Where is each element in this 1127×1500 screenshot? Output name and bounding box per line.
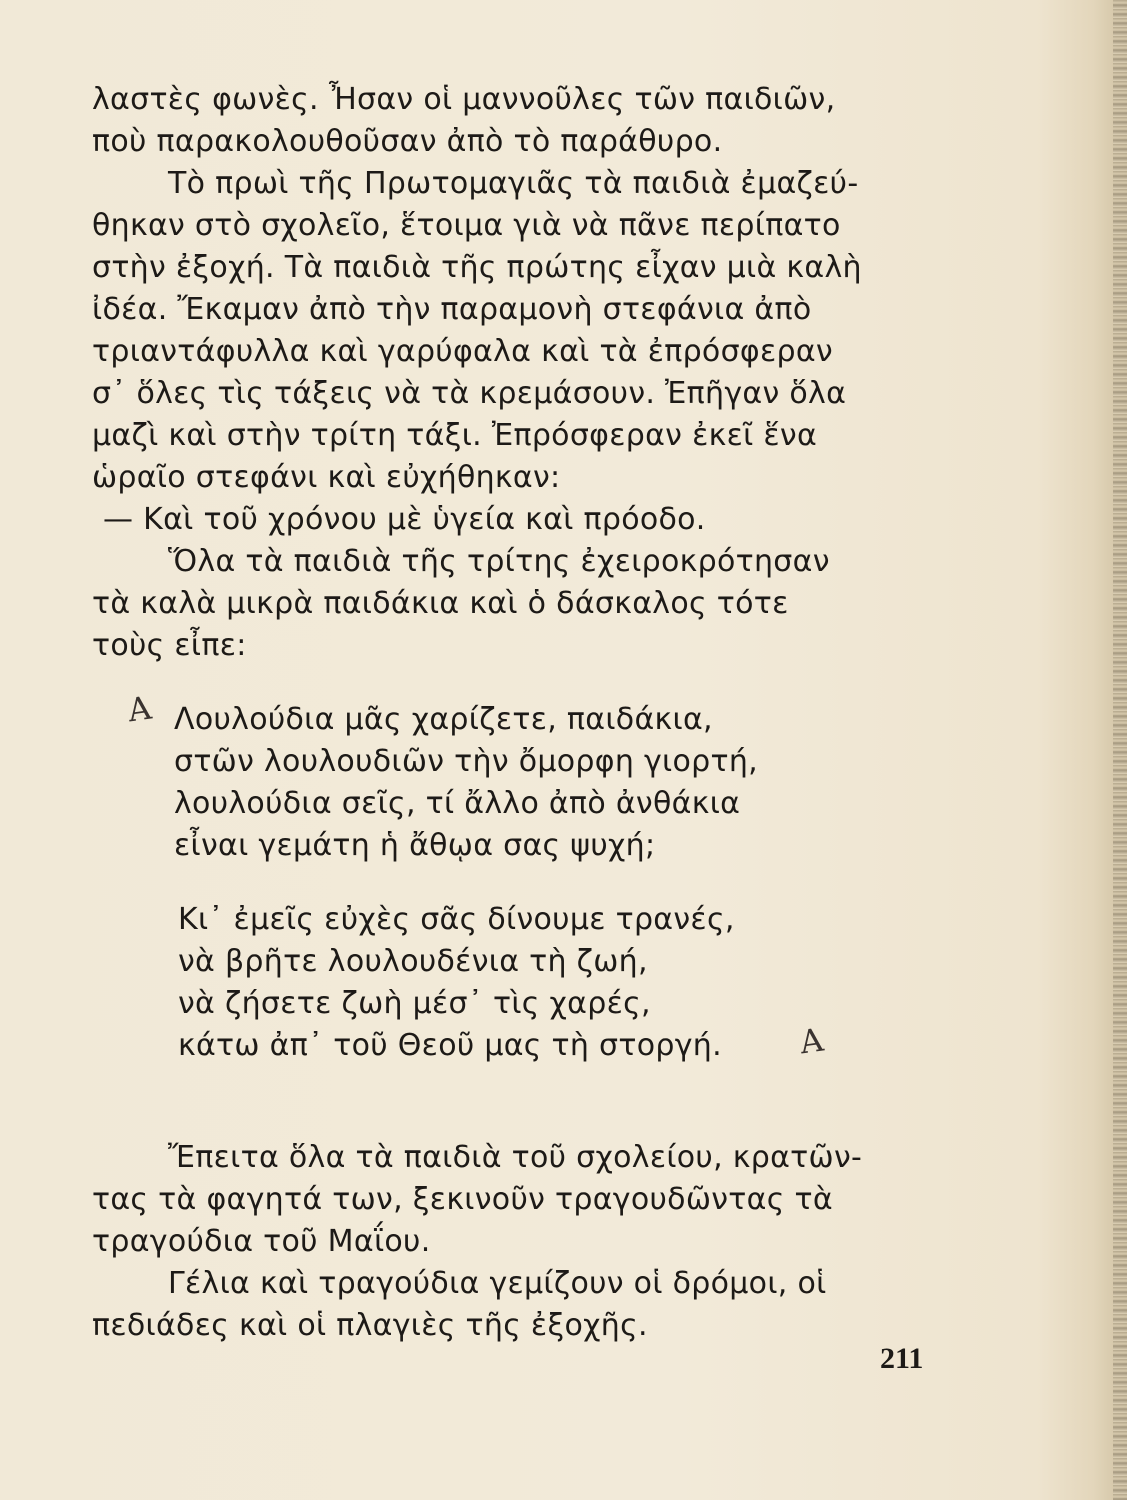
text-line: θηκαν στὸ σχολεῖο, ἕτοιμα γιὰ νὰ πᾶνε περίπατο [92, 208, 841, 243]
text-line: ὡραῖο στεφάνι καὶ εὐχήθηκαν: [92, 460, 561, 495]
poem-line: Λουλούδια μᾶς χαρίζετε, παιδάκια, [174, 702, 713, 737]
text-line: Ὅλα τὰ παιδιὰ τῆς τρίτης ἐχειροκρότησαν [168, 544, 830, 579]
page-number: 211 [880, 1342, 924, 1375]
text-line: πεδιάδες καὶ οἱ πλαγιὲς τῆς ἐξοχῆς. [92, 1308, 648, 1343]
dialogue-line: — Καὶ τοῦ χρόνου μὲ ὑγεία καὶ πρόοδο. [103, 502, 706, 537]
text-line: σ᾽ ὅλες τὶς τάξεις νὰ τὰ κρεμάσουν. Ἐπῆγαν ὅλα [92, 376, 847, 411]
margin-mark: A [797, 1020, 826, 1062]
text-line: Ἔπειτα ὅλα τὰ παιδιὰ τοῦ σχολείου, κρατῶν- [168, 1140, 863, 1175]
text-line: ποὺ παρακολουθοῦσαν ἀπὸ τὸ παράθυρο. [92, 124, 723, 159]
margin-mark: A [125, 688, 154, 730]
text-line: λαστὲς φωνὲς. Ἦσαν οἱ μαννοῦλες τῶν παιδιῶν, [92, 82, 836, 117]
text-line: τραγούδια τοῦ Μαΐου. [92, 1224, 431, 1259]
text-line: στὴν ἐξοχή. Τὰ παιδιὰ τῆς πρώτης εἶχαν μιὰ καλὴ [92, 250, 862, 285]
poem-line: στῶν λουλουδιῶν τὴν ὄμορφη γιορτή, [174, 744, 759, 779]
poem-line: νὰ βρῆτε λουλουδένια τὴ ζωή, [178, 944, 648, 979]
text-line: τριαντάφυλλα καὶ γαρύφαλα καὶ τὰ ἐπρόσφεραν [92, 334, 833, 369]
text-line: Γέλια καὶ τραγούδια γεμίζουν οἱ δρόμοι, οἱ [168, 1266, 827, 1301]
page-edge [1113, 0, 1127, 1500]
poem-line: Κι᾽ ἐμεῖς εὐχὲς σᾶς δίνουμε τρανές, [178, 902, 735, 937]
text-line: μαζὶ καὶ στὴν τρίτη τάξι. Ἐπρόσφεραν ἐκεῖ ἕνα [92, 418, 818, 453]
poem-line: εἶναι γεμάτη ἡ ἄθῳα σας ψυχή; [174, 828, 656, 863]
text-line: Τὸ πρωὶ τῆς Πρωτομαγιᾶς τὰ παιδιὰ ἐμαζεύ- [168, 166, 859, 201]
poem-line: νὰ ζήσετε ζωὴ μέσ᾽ τὶς χαρές, [178, 986, 651, 1021]
text-line: τας τὰ φαγητά των, ξεκινοῦν τραγουδῶντας τὰ [92, 1182, 833, 1217]
poem-line: λουλούδια σεῖς, τί ἄλλο ἀπὸ ἀνθάκια [174, 786, 741, 821]
text-line: τοὺς εἶπε: [92, 628, 247, 663]
text-line: τὰ καλὰ μικρὰ παιδάκια καὶ ὁ δάσκαλος τότε [92, 586, 789, 621]
poem-line: κάτω ἀπ᾽ τοῦ Θεοῦ μας τὴ στοργή. [178, 1028, 722, 1063]
text-line: ἰδέα. Ἔκαμαν ἀπὸ τὴν παραμονὴ στεφάνια ἀπὸ [92, 292, 812, 327]
